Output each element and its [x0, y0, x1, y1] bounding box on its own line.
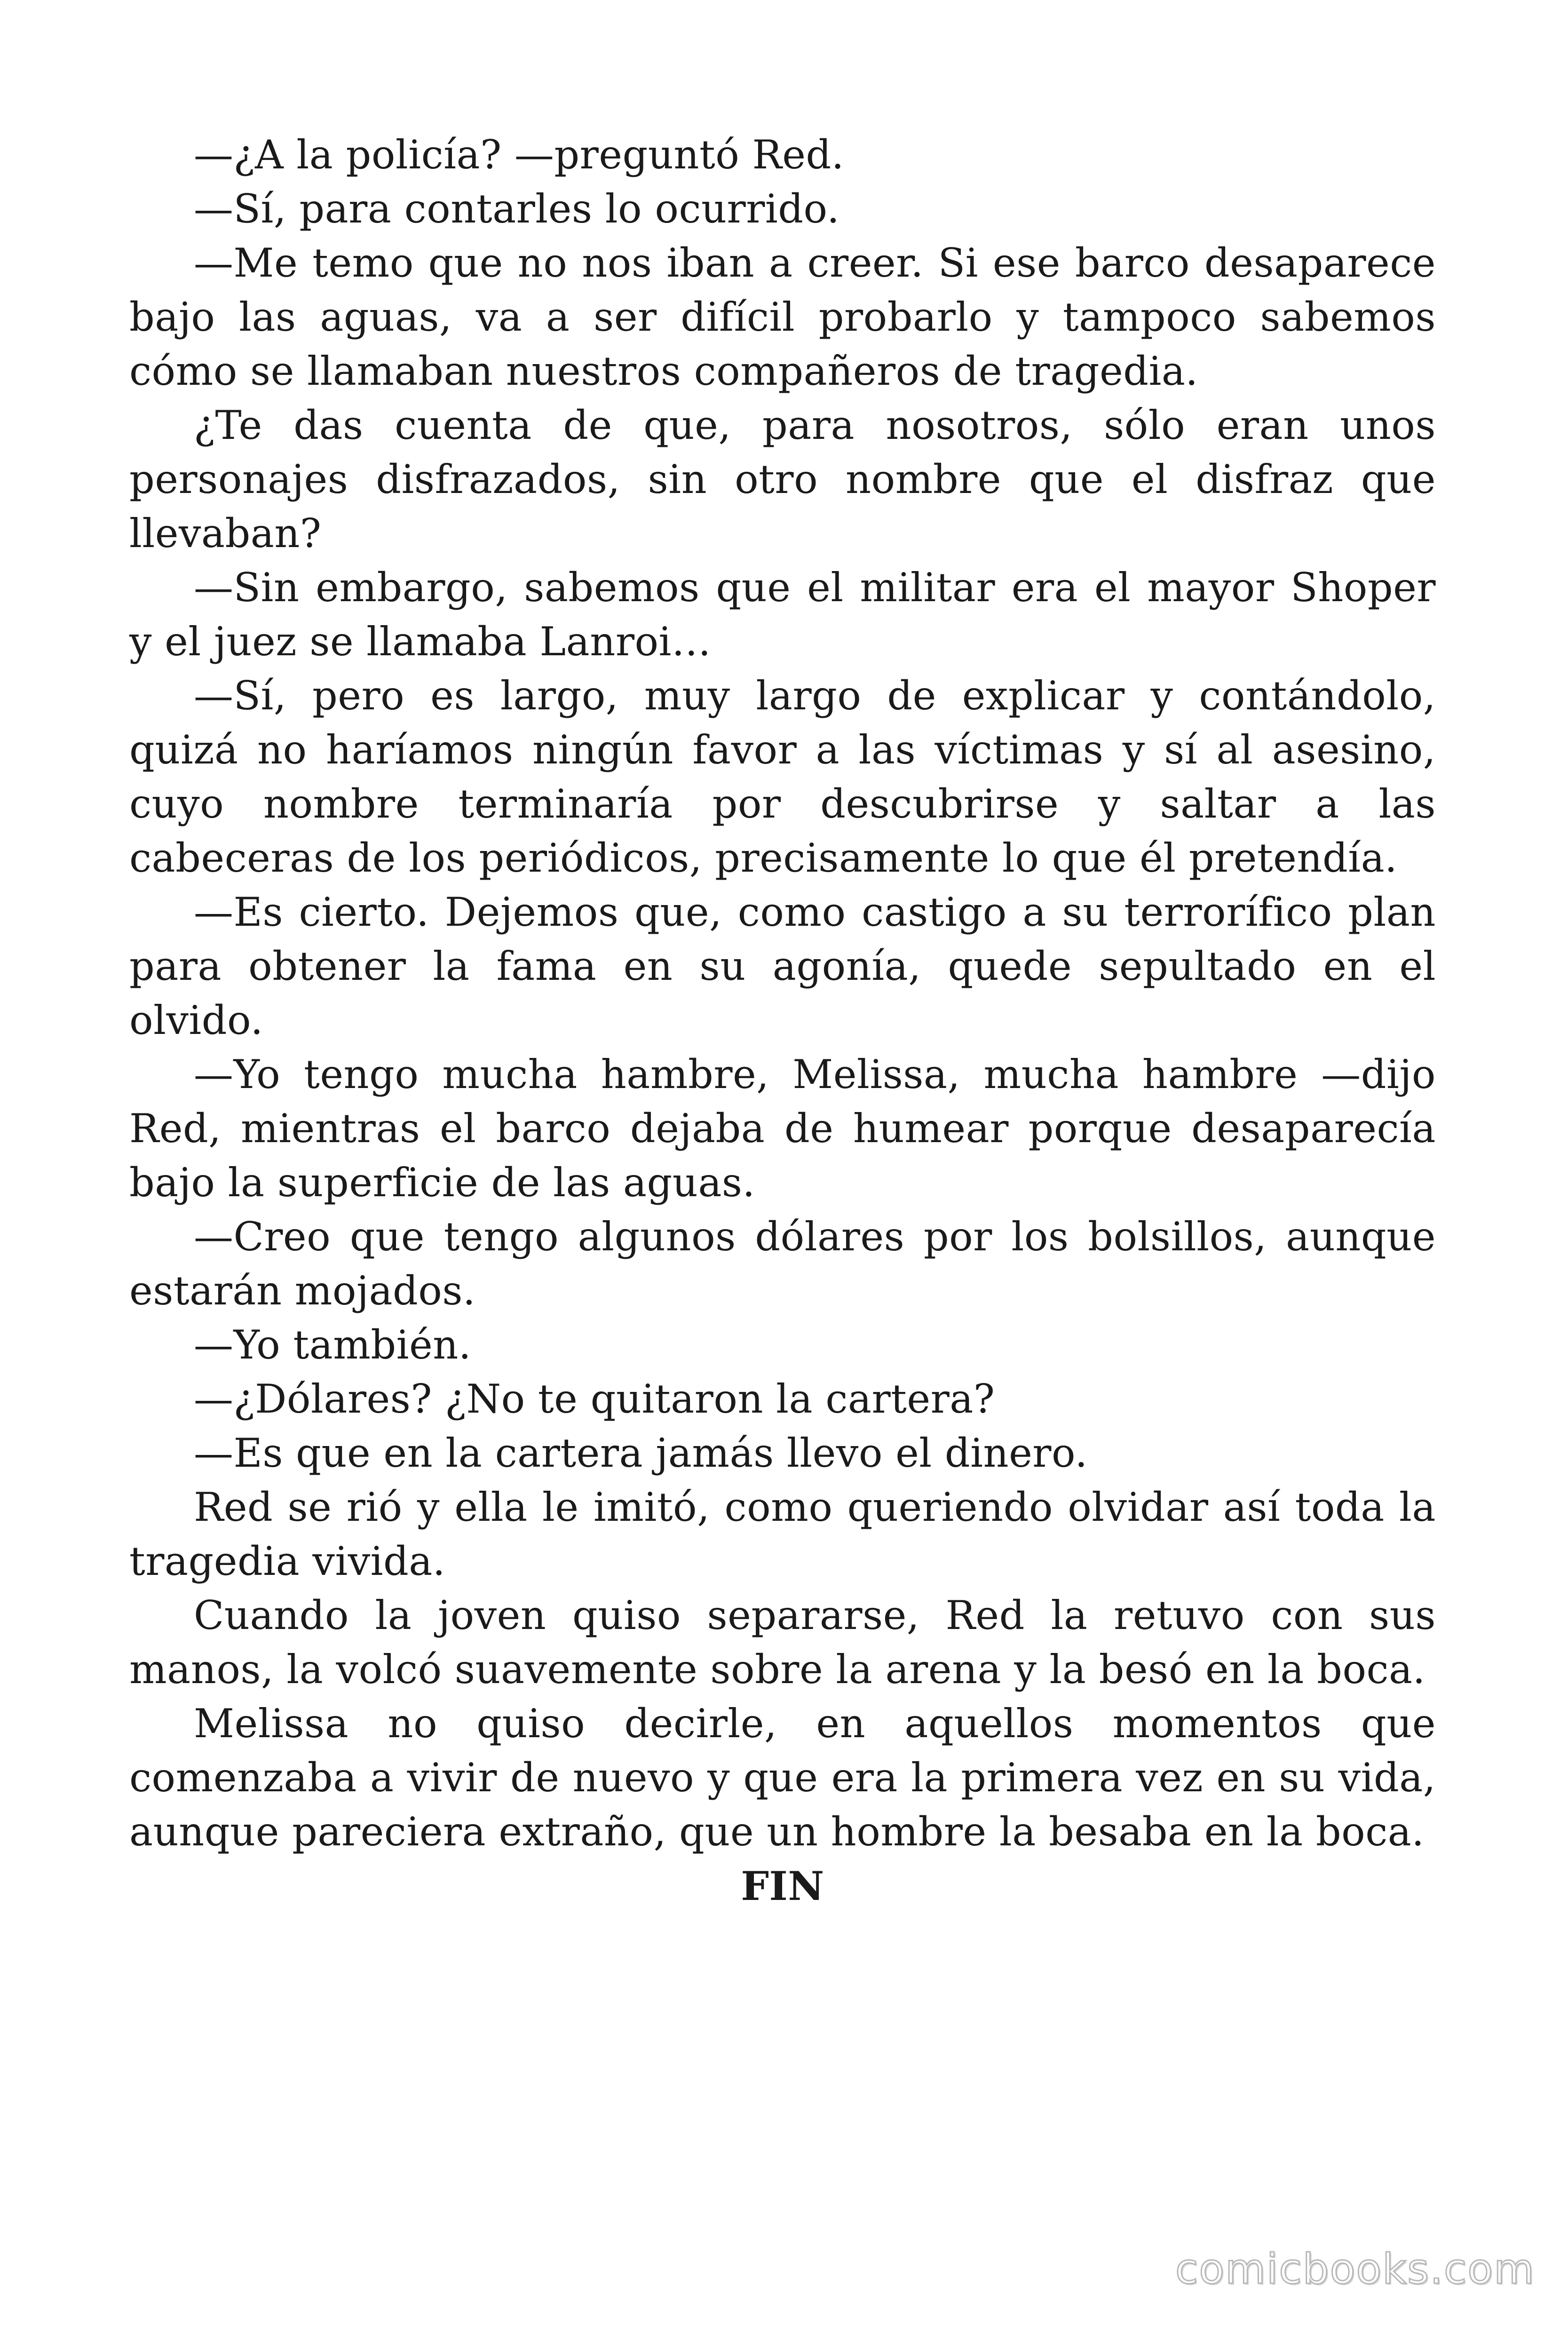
paragraph: Red se rió y ella le imitó, como queriendo olvidar así toda la tragedia vivida. — [129, 1484, 1436, 1584]
paragraph: —Creo que tengo algunos dólares por los bolsillos, aunque estarán mojados. — [129, 1214, 1436, 1314]
paragraph: —Yo también. — [194, 1322, 472, 1368]
paragraph: Cuando la joven quiso separarse, Red la retuvo con sus manos, la volcó suavemente sobre la arena y la besó en la boca. — [129, 1592, 1436, 1692]
paragraph: —Es que en la cartera jamás llevo el dinero. — [194, 1430, 1088, 1476]
paragraph: ¿Te das cuenta de que, para nosotros, sólo eran unos personajes disfrazados, sin otro nombre que el disfraz que llevaban? — [129, 402, 1436, 556]
end-marker: FIN — [741, 1863, 824, 1909]
paragraph: —Sí, pero es largo, muy largo de explicar y contándolo, quizá no haríamos ningún favor a las víctimas y sí al asesino, cuyo nombre terminaría por descubrirse y saltar a las cabeceras de los periódicos, precisamente lo que él pretendía. — [129, 673, 1436, 881]
paragraph: —¿Dólares? ¿No te quitaron la cartera? — [194, 1376, 995, 1422]
body-text — [129, 128, 1436, 1913]
paragraph: —Es cierto. Dejemos que, como castigo a su terrorífico plan para obtener la fama en su agonía, quede sepultado en el olvido. — [129, 889, 1436, 1043]
paragraph: —Sí, para contarles lo ocurrido. — [194, 186, 840, 232]
paragraph: Melissa no quiso decirle, en aquellos momentos que comenzaba a vivir de nuevo y que era la primera vez en su vida, aunque pareciera extraño, que un hombre la besaba en la boca. — [129, 1700, 1436, 1855]
paragraph: —¿A la policía? —preguntó Red. — [194, 132, 844, 178]
paragraph: —Yo tengo mucha hambre, Melissa, mucha hambre —dijo Red, mientras el barco dejaba de humear porque desaparecía bajo la superficie de las aguas. — [129, 1051, 1436, 1206]
paragraph: —Sin embargo, sabemos que el militar era el mayor Shoper y el juez se llamaba Lanroi… — [129, 564, 1436, 665]
watermark: comicbooks.com — [1175, 2245, 1535, 2293]
paragraph: —Me temo que no nos iban a creer. Si ese barco desaparece bajo las aguas, va a ser difícil probarlo y tampoco sabemos cómo se llamaban nuestros compañeros de tragedia. — [129, 240, 1436, 394]
